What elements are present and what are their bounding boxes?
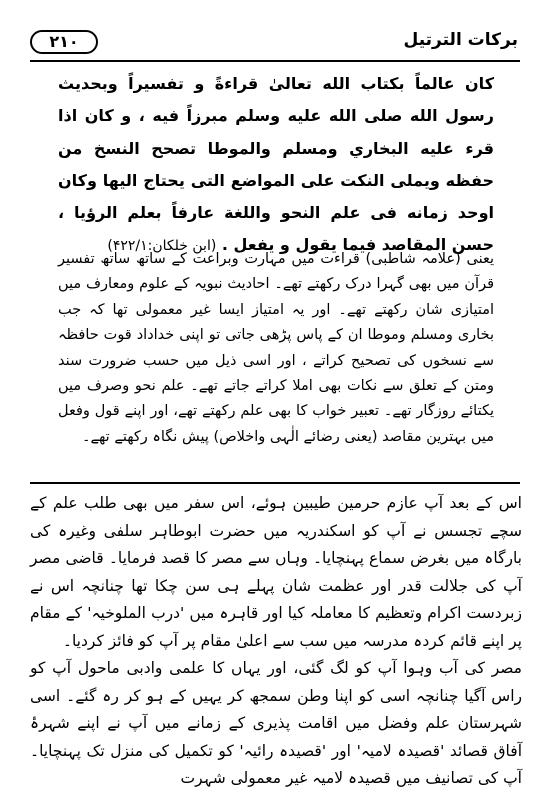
header-divider bbox=[30, 60, 520, 62]
body-text bbox=[30, 490, 522, 793]
urdu-translation: یعنی (علامہ شاطبی) قراءت میں مہارت وبراعت کے ساتھ ساتھ تفسیر قرآن میں بھی گہرا درک رکھتے تھے۔ احادیث نبویہ کے علوم ومعارف میں امتیازی شان رکھتے تھے۔ اور یہ امتیاز ایسا غیر معمولی تھا کہ جب بخاری ومسلم وموطا ان کے پاس پڑھی جاتی تو اپنی خداداد قوت حافظہ سے نسخوں کی تصحیح کراتے ، اور اسی ذیل میں حسب ضرورت سند ومتن کے تعلق سے نکات بھی املا کراتے جاتے تھے۔ علم نحو وصرف میں یکتائے روزگار تھے۔ تعبیر خواب کا بھی علم رکھتے تھے، اور اپنے قول وفعل میں بہترین مقاصد (یعنی رضائے الٰہی واخلاص) پیش نگاہ رکھتے تھے۔ bbox=[58, 251, 494, 445]
body-paragraph: اس کے بعد آپ عازم حرمین طیبین ہوئے، اس سفر میں بھی طلب علم کے سچے تجسس نے آپ کو اسکندریہ میں حضرت ابوطاہر سلفی وغیرہ کی بارگاہ میں بغرض سماع پہنچایا۔ وہاں سے مصر کا قصد فرمایا۔ قاضی مصر آپ کی جلالت قدر اور عظمت شان پہلے ہی سن چکا تھا چنانچہ اس نے زبردست اکرام وتعظیم کا معاملہ کیا اور قاہرہ میں 'درب الملوخیہ' کے مقام پر اپنے قائم کردہ مدرسہ میں سب سے اعلیٰ مقام پر آپ کو فائز کردیا۔ bbox=[30, 494, 522, 650]
running-header-title: برکات الترتیل bbox=[403, 30, 518, 50]
body-paragraph: مصر کی آب وہوا آپ کو لگ گئی، اور یہاں کا علمی وادبی ماحول آپ کو راس آگیا چنانچہ اسی کو اپنا وطن سمجھ کر یہیں کے ہو کر رہ گئے۔ اسی شہرستان علم وفضل میں اقامت پذیری کے زمانے میں آپ نے اپنے شہرۂ آفاق قصائد 'قصیدہ لامیہ' اور 'قصیدہ رائیہ' کو تکمیل کی منزل تک پہنچایا۔ آپ کی تصانیف میں قصیدہ لامیہ غیر معمولی شہرت bbox=[30, 659, 522, 787]
arabic-quotation bbox=[58, 68, 494, 263]
page-number: ۲۱۰ bbox=[30, 30, 98, 54]
citation: (ابن خلکان:۴۲۲/۱) bbox=[107, 238, 217, 255]
section-divider bbox=[30, 482, 520, 484]
arabic-quote-text: كان عالماً بكتاب الله تعالىٰ قراءةً و تفسيراً وبحديث رسول الله صلى الله عليه وسلم مبرزاً فيه ، و كان اذا قرء عليه البخاري ومسلم والموطا تصحح النسخ من حفظه ويملى النكت على المواضع التى يحتاج اليها وكان اوحد زمانه فى علم النحو واللغة عارفاً بعلم الرؤيا ، حسن المقاصد فيما يقول و يفعل . bbox=[58, 74, 494, 255]
